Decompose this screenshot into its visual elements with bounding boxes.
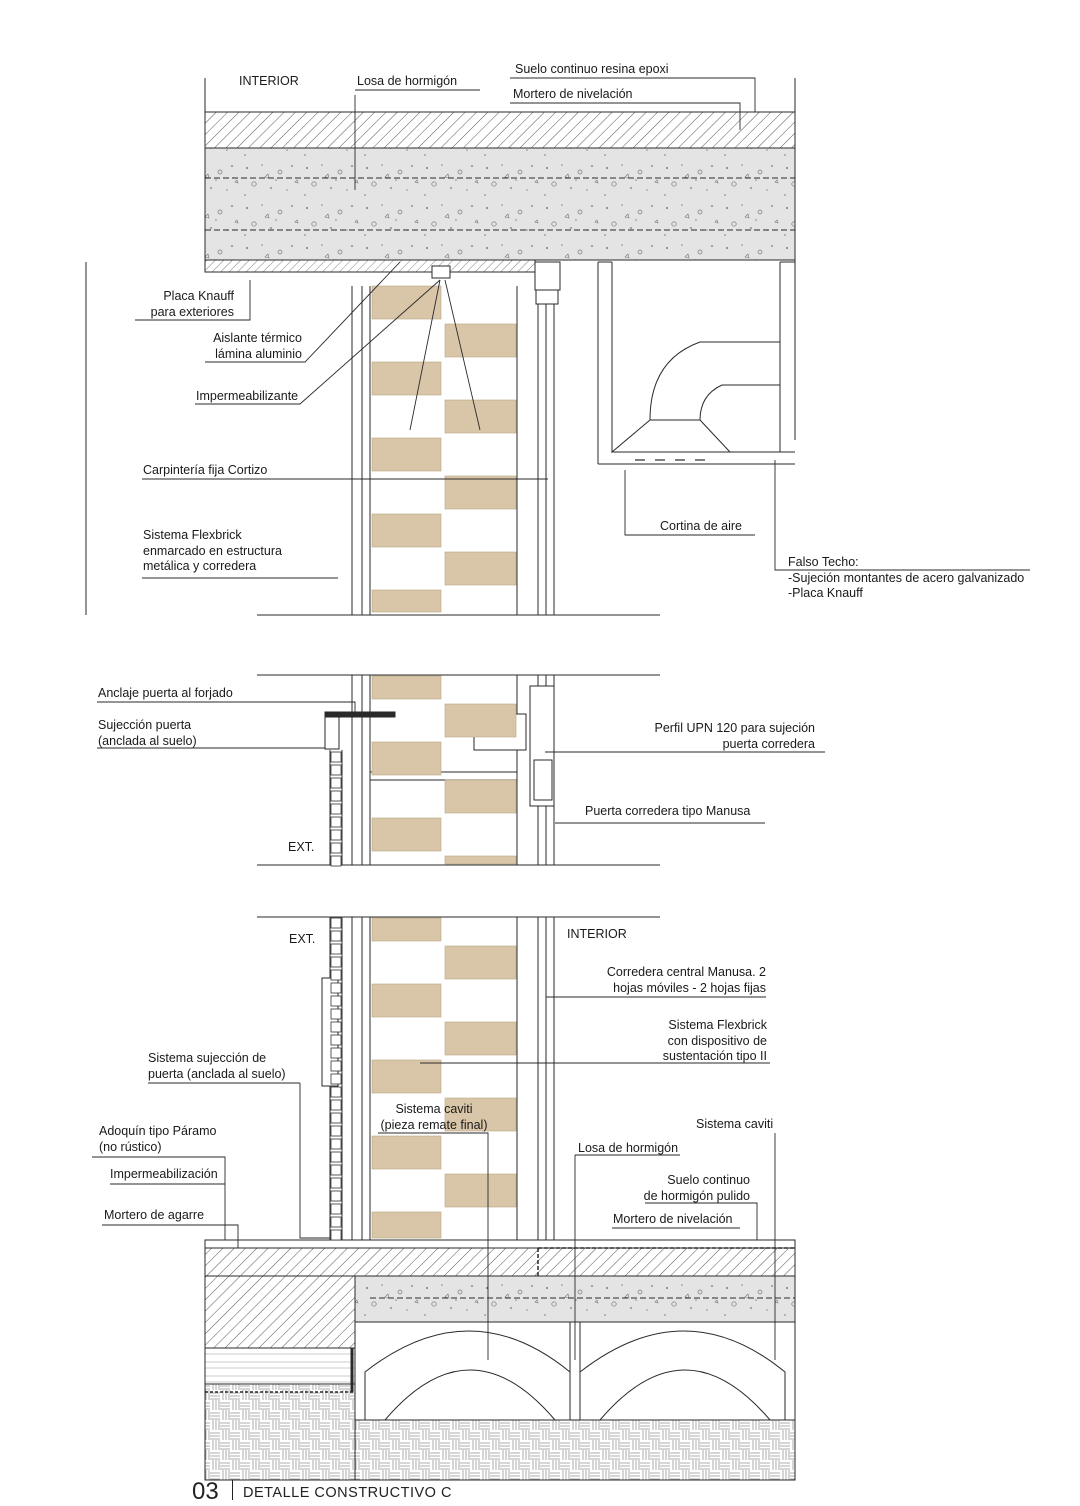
- brick-tile: [372, 590, 441, 612]
- cladding-tile: [331, 1009, 341, 1019]
- cladding-tile: [331, 970, 341, 980]
- label-sistema-sujecion-line2: puerta (anclada al suelo): [148, 1066, 286, 1081]
- label-placa-knauff-line2: para exteriores: [150, 304, 234, 319]
- brick-tile: [372, 1060, 441, 1093]
- cladding-tile: [331, 1230, 341, 1240]
- cladding-tile: [331, 1035, 341, 1045]
- label-suelo-pulido-line1: Suelo continuo: [667, 1173, 750, 1187]
- cladding-tile: [331, 983, 341, 993]
- label-flexbrick-top-line1: Sistema Flexbrick: [143, 528, 242, 542]
- cladding-tile: [331, 1152, 341, 1162]
- label-caviti-remate-line1: Sistema caviti: [395, 1102, 473, 1116]
- label-losa-bottom: Losa de hormigón: [578, 1141, 679, 1155]
- cladding-tile: [331, 1048, 341, 1058]
- brick-tile: [445, 856, 516, 864]
- label-aislante-line1: Aislante térmico: [213, 331, 302, 345]
- cladding-tile: [331, 1113, 341, 1123]
- brick-tile: [445, 1022, 516, 1055]
- label-sistema-sujecion-puerta: [148, 1051, 286, 1082]
- label-mortero-nivelacion-bottom: Mortero de nivelación: [613, 1212, 733, 1226]
- cladding-tile: [331, 1191, 341, 1201]
- brick-tile: [372, 984, 441, 1017]
- cladding-tile: [331, 817, 341, 827]
- label-interior-bottom: INTERIOR: [567, 927, 627, 941]
- label-flexbrick-top-line3: metálica y corredera: [143, 559, 257, 573]
- brick-tile: [372, 438, 441, 471]
- cladding-tile: [331, 944, 341, 954]
- label-interior-top: INTERIOR: [239, 74, 299, 88]
- label-falso-techo: [788, 555, 1024, 602]
- brick-tile: [445, 946, 516, 979]
- brick-tile: [445, 704, 516, 737]
- cladding-tile: [331, 1087, 341, 1097]
- label-flexbrick-bottom-line1: Sistema Flexbrick: [668, 1018, 767, 1032]
- brick-tile: [372, 1136, 441, 1169]
- label-falso-techo-line3: -Placa Knauff: [788, 586, 863, 600]
- label-suelo-resina: Suelo continuo resina epoxi: [515, 62, 669, 76]
- brick-tile: [445, 1174, 516, 1207]
- brick-tile: [445, 780, 516, 813]
- label-aislante-line2: lámina aluminio: [215, 346, 302, 361]
- brick-tile: [372, 286, 441, 319]
- cladding-tile: [331, 1204, 341, 1214]
- label-impermeabilizante: Impermeabilizante: [196, 389, 299, 403]
- label-cortina-aire: Cortina de aire: [660, 519, 742, 533]
- label-ext-bottom: EXT.: [289, 932, 316, 946]
- brick-tile: [445, 476, 516, 509]
- footer-separator: [232, 1480, 233, 1500]
- cladding-tile: [331, 1022, 341, 1032]
- cladding-tile: [331, 765, 341, 775]
- sheet-number: 03: [192, 1478, 219, 1505]
- label-adoquin-line2: (no rústico): [99, 1139, 162, 1154]
- brick-tile: [445, 324, 516, 357]
- cladding-tile: [331, 778, 341, 788]
- cladding-tile: [331, 1178, 341, 1188]
- cladding-tile: [331, 957, 341, 967]
- cladding-tile: [331, 918, 341, 928]
- label-perfil-upn: [615, 721, 815, 752]
- cladding-tile: [331, 931, 341, 941]
- flexbrick-tiles: [331, 286, 516, 1240]
- label-mortero-agarre: Mortero de agarre: [104, 1208, 205, 1222]
- label-caviti: Sistema caviti: [696, 1117, 774, 1131]
- cladding-tile: [331, 1165, 341, 1175]
- cladding-tile: [331, 752, 341, 762]
- label-flexbrick-top-line2: enmarcado en estructura: [143, 543, 282, 558]
- label-puerta-manusa: Puerta corredera tipo Manusa: [585, 804, 751, 818]
- cladding-tile: [331, 1217, 341, 1227]
- brick-tile: [372, 676, 441, 699]
- label-sujecion-puerta-line2: (anclada al suelo): [98, 733, 197, 748]
- label-corredera-central-line1: Corredera central Manusa. 2: [606, 965, 766, 979]
- label-suelo-pulido-line2: de hormigón pulido: [643, 1188, 750, 1203]
- label-placa-knauff-line1: Placa Knauff: [163, 289, 234, 303]
- cladding-tile: [331, 1139, 341, 1149]
- cladding-tile: [331, 1126, 341, 1136]
- label-perfil-upn-line1: Perfil UPN 120 para sujeción: [654, 721, 815, 735]
- label-aislante: [201, 331, 302, 362]
- brick-tile: [372, 1212, 441, 1238]
- cladding-tile: [331, 804, 341, 814]
- cladding-tile: [331, 1061, 341, 1071]
- label-falso-techo-line1: Falso Techo:: [788, 555, 859, 569]
- label-sistema-sujecion-line1: Sistema sujección de: [148, 1051, 267, 1065]
- label-suelo-pulido: [620, 1173, 750, 1204]
- cladding-tile: [331, 996, 341, 1006]
- sheet-title: DETALLE CONSTRUCTIVO C: [243, 1485, 452, 1501]
- label-adoquin-line1: Adoquín tipo Páramo: [99, 1124, 217, 1138]
- label-mortero-nivelacion-top: Mortero de nivelación: [513, 87, 633, 101]
- label-anclaje: Anclaje puerta al forjado: [98, 686, 233, 700]
- label-sujecion-puerta: [98, 718, 197, 749]
- cladding-tile: [331, 1100, 341, 1110]
- brick-tile: [372, 514, 441, 547]
- cladding-tile: [331, 856, 341, 866]
- label-carpinteria: Carpintería fija Cortizo: [143, 463, 268, 477]
- brick-tile: [445, 552, 516, 585]
- label-ext-middle: EXT.: [288, 840, 315, 854]
- label-caviti-remate-line2: (pieza remate final): [380, 1117, 488, 1132]
- label-caviti-remate: [378, 1102, 490, 1133]
- brick-tile: [372, 918, 441, 941]
- label-adoquin: [99, 1124, 216, 1155]
- label-perfil-upn-line2: puerta corredera: [722, 736, 815, 751]
- cladding-tile: [331, 830, 341, 840]
- brick-tile: [372, 742, 441, 775]
- label-losa-top: Losa de hormigón: [357, 74, 458, 88]
- cladding-tile: [331, 843, 341, 853]
- brick-tile: [445, 400, 516, 433]
- cladding-tile: [331, 1074, 341, 1084]
- label-flexbrick-bottom: [617, 1018, 767, 1065]
- brick-tile: [372, 818, 441, 851]
- label-sujecion-puerta-line1: Sujección puerta: [98, 718, 192, 732]
- label-corredera-central: [566, 965, 766, 996]
- label-falso-techo-line2: -Sujeción montantes de acero galvanizado: [788, 570, 1025, 585]
- label-flexbrick-bottom-line3: sustentación tipo II: [662, 1049, 767, 1063]
- label-corredera-central-line2: hojas móviles - 2 hojas fijas: [613, 980, 766, 995]
- label-impermeabilizacion: Impermeabilización: [110, 1167, 218, 1181]
- label-flexbrick-bottom-line2: con dispositivo de: [667, 1033, 767, 1048]
- brick-tile: [372, 362, 441, 395]
- cladding-tile: [331, 791, 341, 801]
- label-placa-knauff: [134, 289, 234, 320]
- label-flexbrick-top: [143, 528, 282, 575]
